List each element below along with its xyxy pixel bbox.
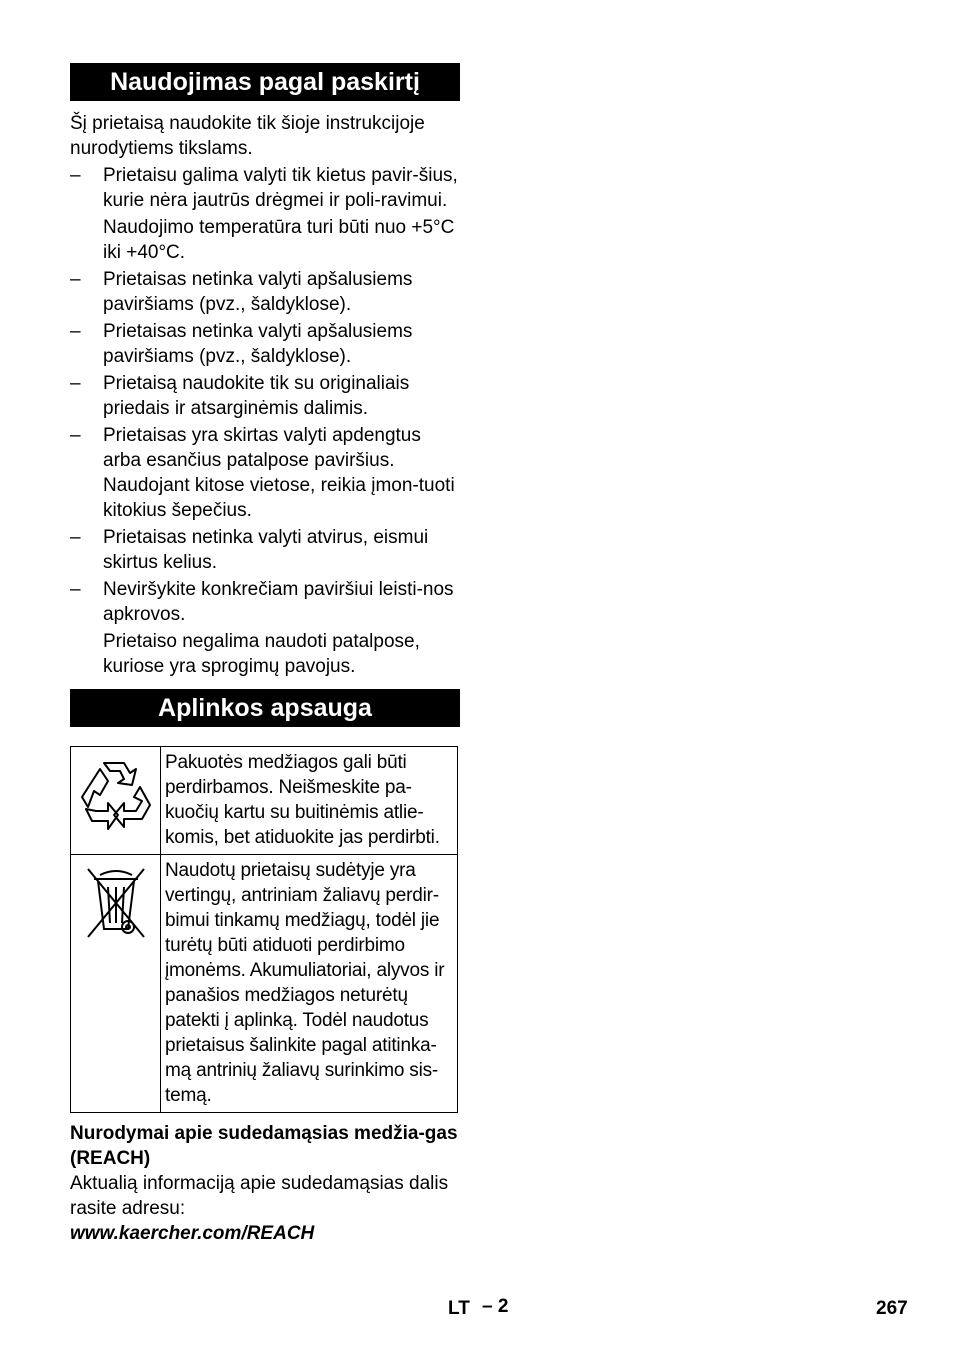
dash-bullet: – <box>70 425 81 446</box>
footer-language: LT <box>448 1298 470 1319</box>
disposal-text: Naudotų prietaisų sudėtyje yra vertingų, antriniam žaliavų perdir-bimui tinkamų medžiagų, todėl jie turėtų būti atiduoti perdirbimo įmonėms. Akumuliatoriai, alyvos ir panašios medžiagos neturėtų patekti į aplinką. Todėl naudotus prietaisus šalinkite pagal atitinka-mą antrinių žaliavų surinkimo sis-temą. <box>161 855 458 1113</box>
usage-list <box>70 163 460 679</box>
icon-cell <box>71 855 161 1113</box>
list-item-text: Prietaisas netinka valyti apšalusiems paviršiams (pvz., šaldyklose). <box>103 269 413 315</box>
section-heading-intended-use: Naudojimas pagal paskirtį <box>70 63 460 101</box>
crossed-bin-icon <box>84 865 148 941</box>
icon-cell <box>71 747 161 855</box>
dash-bullet: – <box>70 165 81 186</box>
list-item-text: Prietaisą naudokite tik su originaliais priedais ir atsarginėmis dalimis. <box>103 373 410 419</box>
list-item <box>70 577 460 679</box>
list-item <box>70 423 460 523</box>
dash-bullet: – <box>70 527 81 548</box>
dash-bullet: – <box>70 373 81 394</box>
dash-bullet: – <box>70 269 81 290</box>
list-item <box>70 163 460 265</box>
list-item <box>70 371 460 421</box>
intro-paragraph: Šį prietaisą naudokite tik šioje instrukcijoje nurodytiems tikslams. <box>70 113 425 159</box>
page-number: 267 <box>876 1298 908 1319</box>
list-item-text: Prietaisu galima valyti tik kietus pavir-šius, kurie nėra jautrūs drėgmei ir poli-ravimui. <box>103 165 458 211</box>
list-item-note: Prietaiso negalima naudoti patalpose, kuriose yra sprogimų pavojus. <box>103 631 420 677</box>
environment-table <box>70 746 458 1113</box>
list-item <box>70 525 460 575</box>
list-item-text: Prietaisas yra skirtas valyti apdengtus arba esančius patalpose paviršius. Naudojant kitose vietose, reikia įmon-tuoti kitokius šepečius. <box>103 425 455 521</box>
dash-bullet: – <box>70 579 81 600</box>
recycling-text: Pakuotės medžiagos gali būti perdirbamos. Neišmeskite pa-kuočių kartu su buitinėmis atlie-komis, bet atiduokite jas perdirbti. <box>161 747 458 855</box>
section-heading-environment: Aplinkos apsauga <box>70 689 460 727</box>
content-column <box>70 63 460 1246</box>
reach-url: www.kaercher.com/REACH <box>70 1223 315 1244</box>
table-row <box>71 855 458 1113</box>
reach-text: Aktualią informaciją apie sudedamąsias dalis rasite adresu: <box>70 1173 449 1219</box>
list-item <box>70 267 460 317</box>
list-item-text: Neviršykite konkrečiam paviršiui leisti-nos apkrovos. <box>103 579 454 625</box>
list-item <box>70 319 460 369</box>
list-item-note: Naudojimo temperatūra turi būti nuo +5°C iki +40°C. <box>103 217 455 263</box>
table-row <box>71 747 458 855</box>
reach-heading: Nurodymai apie sudedamąsias medžia-gas (REACH) <box>70 1123 458 1169</box>
list-item-text: Prietaisas netinka valyti atvirus, eismui skirtus kelius. <box>103 527 429 573</box>
footer-section-page: – 2 <box>482 1296 509 1317</box>
recycle-icon <box>78 757 154 833</box>
dash-bullet: – <box>70 321 81 342</box>
list-item-text: Prietaisas netinka valyti apšalusiems paviršiams (pvz., šaldyklose). <box>103 321 413 367</box>
